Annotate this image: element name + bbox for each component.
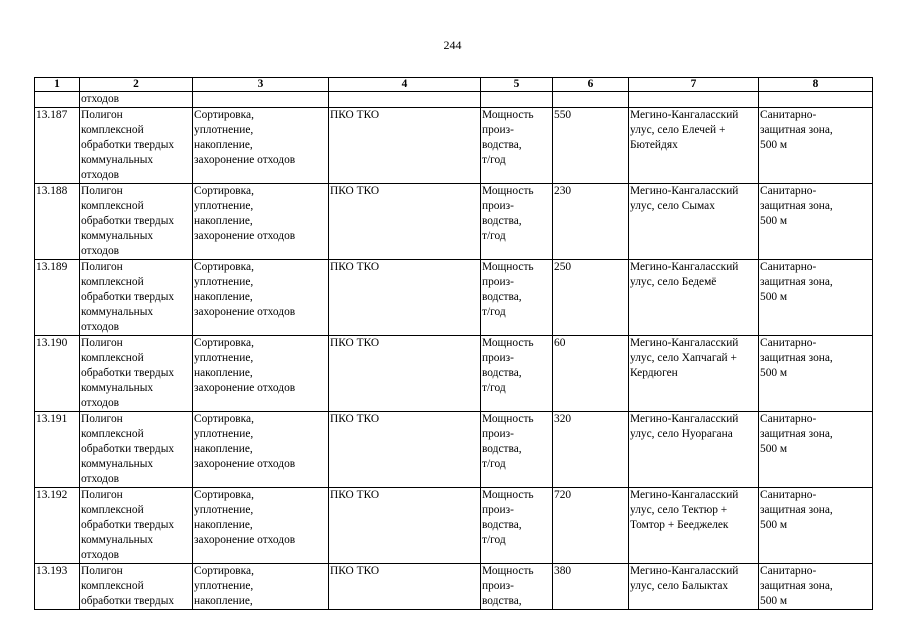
cell-zone-line: защитная зона, [760, 580, 833, 592]
objects-table [34, 77, 873, 610]
cell-object-type: ПКО ТКО [329, 336, 481, 412]
cell-capacity-label-line: Мощность [482, 413, 534, 425]
cell-capacity-label-line: т/год [482, 306, 506, 318]
cell-capacity-label [481, 108, 553, 184]
cell-operations [193, 108, 329, 184]
cell-object-name-line: Полигон [81, 413, 123, 425]
cell-zone [759, 412, 873, 488]
cell-object-name [80, 184, 193, 260]
cell-zone-line: Санитарно- [760, 109, 817, 121]
cell-object-name-line: коммунальных [81, 458, 154, 470]
cell-operations-line: захоронение отходов [194, 154, 296, 166]
cell-location-line: улус, село Тектюр + [630, 504, 728, 516]
cell-operations-line: уплотнение, [194, 200, 254, 212]
cell-capacity-label [481, 260, 553, 336]
cell-zone-line: защитная зона, [760, 276, 833, 288]
table-row [35, 412, 873, 488]
cell-zone-line: защитная зона, [760, 124, 833, 136]
cell-capacity-value: 250 [553, 260, 629, 336]
cell-object-type: ПКО ТКО [329, 564, 481, 610]
cell-location-line: улус, село Нуорагана [630, 428, 733, 440]
cell-location-line: Кердюген [630, 367, 678, 379]
cell-operations [193, 564, 329, 610]
cell-operations-line: Сортировка, [194, 413, 254, 425]
cell-object-name-line: коммунальных [81, 382, 154, 394]
cell-object-name-line: Полигон [81, 337, 123, 349]
cell-object-name-line: обработки твердых [81, 595, 175, 607]
column-header: 8 [759, 78, 873, 92]
cell-operations-line: Сортировка, [194, 489, 254, 501]
table-row [35, 564, 873, 610]
cell-zone [759, 488, 873, 564]
cell-capacity-label-line: т/год [482, 534, 506, 546]
cell-capacity-label-line: т/год [482, 458, 506, 470]
cell-capacity-label-line: Мощность [482, 261, 534, 273]
cell-zone-line: Санитарно- [760, 489, 817, 501]
cell-zone-line: Санитарно- [760, 337, 817, 349]
cell-operations-line: накопление, [194, 367, 253, 379]
cell-object-type: ПКО ТКО [329, 260, 481, 336]
cell-object-name-line: отходов [81, 169, 120, 181]
cell-object-name-line: комплексной [81, 428, 144, 440]
cell-capacity-label [481, 412, 553, 488]
cell-operations-line: накопление, [194, 291, 253, 303]
table-body [35, 92, 873, 610]
cell-capacity-label-line: водства, [482, 291, 522, 303]
cell-location-line: улус, село Хапчагай + [630, 352, 737, 364]
cell-zone-line: защитная зона, [760, 352, 833, 364]
cell-capacity-label-line: Мощность [482, 337, 534, 349]
cell-object-name-line: отходов [81, 549, 120, 561]
cell-number: 13.193 [35, 564, 80, 610]
cell-object-name-line: Полигон [81, 489, 123, 501]
cell-location-line: Мегино-Кангаласский [630, 185, 739, 197]
cell-zone-line: 500 м [760, 291, 788, 303]
cell-capacity-label-line: произ- [482, 124, 514, 136]
cell-object-name-line: обработки твердых [81, 519, 175, 531]
cell-capacity-label-line: водства, [482, 367, 522, 379]
cell-object-name-line: комплексной [81, 200, 144, 212]
cell-zone-line: защитная зона, [760, 428, 833, 440]
cell-capacity-value: 230 [553, 184, 629, 260]
cell-object-name-line: отходов [81, 473, 120, 485]
cell-capacity-label-line: Мощность [482, 489, 534, 501]
cell-number: 13.192 [35, 488, 80, 564]
cell-location-line: Мегино-Кангаласский [630, 413, 739, 425]
cell-capacity-label-line: водства, [482, 595, 522, 607]
cell-operations-line: уплотнение, [194, 276, 254, 288]
table-row [35, 488, 873, 564]
cell-zone [759, 564, 873, 610]
table-row [35, 184, 873, 260]
cell-number: 13.187 [35, 108, 80, 184]
cell-object-name-line: коммунальных [81, 230, 154, 242]
cell-location [629, 488, 759, 564]
continuation-row [35, 92, 873, 108]
cell-object-name-line: коммунальных [81, 154, 154, 166]
cell-zone [759, 336, 873, 412]
cell-location [629, 412, 759, 488]
cell-location [629, 184, 759, 260]
table-row [35, 260, 873, 336]
cell-number: 13.189 [35, 260, 80, 336]
cell-operations-line: накопление, [194, 139, 253, 151]
column-header: 5 [481, 78, 553, 92]
cell-zone-line: 500 м [760, 139, 788, 151]
cell-capacity-label-line: водства, [482, 443, 522, 455]
cell-object-name-line: Полигон [81, 261, 123, 273]
cell-operations-line: захоронение отходов [194, 306, 296, 318]
cell-zone-line: защитная зона, [760, 200, 833, 212]
cell-object-type: ПКО ТКО [329, 488, 481, 564]
cell-capacity-label-line: т/год [482, 230, 506, 242]
cell-object-name [80, 260, 193, 336]
cell-operations-line: уплотнение, [194, 504, 254, 516]
cell-object-name-line: коммунальных [81, 306, 154, 318]
table-row [35, 336, 873, 412]
continuation-text: отходов [80, 92, 193, 108]
cell-capacity-label-line: водства, [482, 139, 522, 151]
cell-object-name-line: Полигон [81, 109, 123, 121]
cell-capacity-value: 550 [553, 108, 629, 184]
cell-operations-line: уплотнение, [194, 580, 254, 592]
cell-object-name-line: коммунальных [81, 534, 154, 546]
cell-capacity-label-line: т/год [482, 154, 506, 166]
cell-capacity-label-line: произ- [482, 580, 514, 592]
cell-zone-line: 500 м [760, 519, 788, 531]
column-header: 7 [629, 78, 759, 92]
cell-zone-line: 500 м [760, 595, 788, 607]
cell-object-name-line: отходов [81, 321, 120, 333]
cell-operations-line: уплотнение, [194, 428, 254, 440]
cell-object-name-line: обработки твердых [81, 367, 175, 379]
cell-operations-line: захоронение отходов [194, 534, 296, 546]
cell-location-line: Мегино-Кангаласский [630, 261, 739, 273]
cell-operations [193, 184, 329, 260]
cell-location-line: Мегино-Кангаласский [630, 489, 739, 501]
cell-capacity-label [481, 564, 553, 610]
cell-operations [193, 260, 329, 336]
cell-object-type: ПКО ТКО [329, 412, 481, 488]
cell-operations-line: захоронение отходов [194, 382, 296, 394]
cell-operations [193, 488, 329, 564]
column-header: 3 [193, 78, 329, 92]
cell-zone [759, 260, 873, 336]
table-row [35, 108, 873, 184]
cell-object-name-line: отходов [81, 245, 120, 257]
cell-object-name-line: комплексной [81, 580, 144, 592]
cell-object-name-line: отходов [81, 397, 120, 409]
cell-operations [193, 412, 329, 488]
cell-capacity-label-line: Мощность [482, 565, 534, 577]
cell-object-name-line: Полигон [81, 185, 123, 197]
cell-operations-line: уплотнение, [194, 352, 254, 364]
cell-location-line: Мегино-Кангаласский [630, 337, 739, 349]
cell-object-name [80, 108, 193, 184]
cell-operations-line: накопление, [194, 443, 253, 455]
cell-capacity-label [481, 184, 553, 260]
cell-zone-line: Санитарно- [760, 185, 817, 197]
cell-location-line: Мегино-Кангаласский [630, 565, 739, 577]
cell-location [629, 564, 759, 610]
cell-operations-line: захоронение отходов [194, 458, 296, 470]
cell-operations-line: накопление, [194, 595, 253, 607]
cell-operations-line: накопление, [194, 519, 253, 531]
cell-object-name-line: Полигон [81, 565, 123, 577]
cell-location [629, 260, 759, 336]
cell-operations-line: уплотнение, [194, 124, 254, 136]
cell-object-name-line: обработки твердых [81, 291, 175, 303]
cell-capacity-label-line: произ- [482, 352, 514, 364]
cell-capacity-label-line: водства, [482, 215, 522, 227]
cell-location-line: улус, село Сымах [630, 200, 715, 212]
cell-number: 13.188 [35, 184, 80, 260]
cell-zone-line: 500 м [760, 367, 788, 379]
cell-location-line: улус, село Балыктах [630, 580, 729, 592]
cell-capacity-label-line: т/год [482, 382, 506, 394]
cell-object-name [80, 412, 193, 488]
cell-capacity-value: 60 [553, 336, 629, 412]
cell-capacity-label-line: водства, [482, 519, 522, 531]
cell-capacity-label-line: Мощность [482, 185, 534, 197]
cell-capacity-label-line: Мощность [482, 109, 534, 121]
cell-operations-line: накопление, [194, 215, 253, 227]
cell-object-name-line: комплексной [81, 504, 144, 516]
column-number-row [35, 78, 873, 92]
cell-capacity-label-line: произ- [482, 276, 514, 288]
cell-number: 13.191 [35, 412, 80, 488]
cell-zone-line: 500 м [760, 215, 788, 227]
cell-capacity-label-line: произ- [482, 428, 514, 440]
cell-capacity-label [481, 336, 553, 412]
cell-location [629, 336, 759, 412]
cell-capacity-value: 320 [553, 412, 629, 488]
cell-object-name [80, 336, 193, 412]
cell-operations-line: Сортировка, [194, 261, 254, 273]
cell-zone-line: Санитарно- [760, 261, 817, 273]
cell-object-name-line: комплексной [81, 276, 144, 288]
cell-object-name-line: обработки твердых [81, 215, 175, 227]
cell-number: 13.190 [35, 336, 80, 412]
cell-capacity-label-line: произ- [482, 504, 514, 516]
column-header: 1 [35, 78, 80, 92]
cell-operations-line: Сортировка, [194, 185, 254, 197]
cell-zone-line: Санитарно- [760, 413, 817, 425]
cell-object-type: ПКО ТКО [329, 184, 481, 260]
cell-capacity-label [481, 488, 553, 564]
column-header: 4 [329, 78, 481, 92]
cell-operations-line: Сортировка, [194, 337, 254, 349]
cell-capacity-label-line: произ- [482, 200, 514, 212]
cell-object-name-line: обработки твердых [81, 139, 175, 151]
cell-object-name-line: комплексной [81, 124, 144, 136]
cell-operations [193, 336, 329, 412]
cell-operations-line: Сортировка, [194, 109, 254, 121]
cell-capacity-value: 720 [553, 488, 629, 564]
page-number: 244 [443, 38, 462, 52]
column-header: 2 [80, 78, 193, 92]
cell-location-line: Томтор + Бееджелек [630, 519, 729, 531]
cell-operations-line: захоронение отходов [194, 230, 296, 242]
cell-zone-line: Санитарно- [760, 565, 817, 577]
cell-location-line: Бютейдях [630, 139, 678, 151]
cell-location [629, 108, 759, 184]
cell-zone-line: защитная зона, [760, 504, 833, 516]
cell-capacity-value: 380 [553, 564, 629, 610]
cell-object-name [80, 564, 193, 610]
cell-object-name-line: комплексной [81, 352, 144, 364]
cell-location-line: улус, село Елечей + [630, 124, 726, 136]
cell-location-line: Мегино-Кангаласский [630, 109, 739, 121]
cell-object-type: ПКО ТКО [329, 108, 481, 184]
cell-zone [759, 184, 873, 260]
cell-object-name-line: обработки твердых [81, 443, 175, 455]
cell-zone-line: 500 м [760, 443, 788, 455]
cell-operations-line: Сортировка, [194, 565, 254, 577]
cell-location-line: улус, село Бедемё [630, 276, 717, 288]
cell-zone [759, 108, 873, 184]
column-header: 6 [553, 78, 629, 92]
cell-object-name [80, 488, 193, 564]
